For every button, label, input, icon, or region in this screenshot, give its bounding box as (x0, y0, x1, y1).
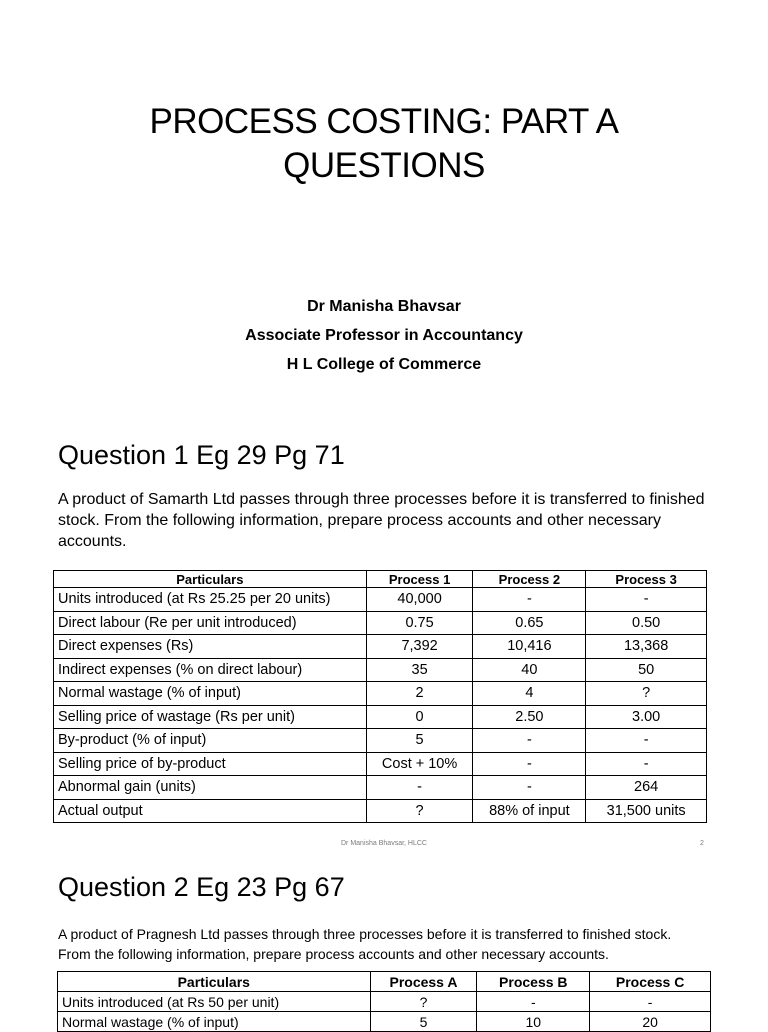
table-row (54, 799, 707, 823)
column-header: Process B (477, 972, 590, 992)
table-header-row (58, 972, 711, 992)
column-header: Particulars (58, 972, 371, 992)
author-role: Associate Professor in Accountancy (245, 327, 523, 344)
value-cell: 40 (473, 658, 586, 682)
row-label-cell: Units introduced (at Rs 50 per unit) (58, 992, 371, 1012)
table-row (54, 682, 707, 706)
title-line-1: PROCESS COSTING: PART A (149, 102, 619, 141)
value-cell: 40,000 (366, 588, 473, 612)
page-number: 2 (700, 840, 704, 847)
value-cell: 35 (366, 658, 473, 682)
value-cell: - (473, 752, 586, 776)
table-row (58, 992, 711, 1012)
value-cell: ? (586, 682, 707, 706)
title-line-2: QUESTIONS (283, 146, 485, 185)
table-row (54, 588, 707, 612)
value-cell: 7,392 (366, 635, 473, 659)
value-cell: Cost + 10% (366, 752, 473, 776)
row-label-cell: Abnormal gain (units) (54, 776, 367, 800)
author-block (0, 292, 768, 379)
value-cell: 4 (473, 682, 586, 706)
question-1-table (53, 570, 707, 823)
value-cell: 13,368 (586, 635, 707, 659)
value-cell: 5 (370, 1012, 477, 1032)
row-label-cell: Selling price of wastage (Rs per unit) (54, 705, 367, 729)
row-label-cell: Selling price of by-product (54, 752, 367, 776)
slide-title (0, 100, 768, 188)
value-cell: 264 (586, 776, 707, 800)
value-cell: 0 (366, 705, 473, 729)
column-header: Process 2 (473, 571, 586, 588)
row-label-cell: Direct labour (Re per unit introduced) (54, 611, 367, 635)
table-row (54, 776, 707, 800)
value-cell: 0.75 (366, 611, 473, 635)
author-college: H L College of Commerce (286, 356, 482, 373)
table-row (54, 635, 707, 659)
value-cell: 31,500 units (586, 799, 707, 823)
table-row (54, 658, 707, 682)
value-cell: - (366, 776, 473, 800)
table-row (54, 705, 707, 729)
row-label-cell: Normal wastage (% of input) (54, 682, 367, 706)
question-2-intro-line-2: From the following information, prepare process accounts and other necessary accounts. (58, 946, 609, 962)
question-2-table-body (58, 992, 711, 1032)
value-cell: ? (370, 992, 477, 1012)
value-cell: - (586, 729, 707, 753)
table-row (54, 729, 707, 753)
table-header-row (54, 571, 707, 588)
table-row (54, 752, 707, 776)
value-cell: 88% of input (473, 799, 586, 823)
question-1-heading: Question 1 Eg 29 Pg 71 (58, 440, 345, 470)
value-cell: - (477, 992, 590, 1012)
value-cell: 0.50 (586, 611, 707, 635)
value-cell: 2.50 (473, 705, 586, 729)
value-cell: 3.00 (586, 705, 707, 729)
column-header: Particulars (54, 571, 367, 588)
row-label-cell: Direct expenses (Rs) (54, 635, 367, 659)
value-cell: 20 (590, 1012, 711, 1032)
value-cell: ? (366, 799, 473, 823)
row-label-cell: Units introduced (at Rs 25.25 per 20 units) (54, 588, 367, 612)
table-row (58, 1012, 711, 1032)
value-cell: - (586, 752, 707, 776)
column-header: Process A (370, 972, 477, 992)
footer-author: Dr Manisha Bhavsar, HLCC (341, 840, 427, 847)
question-2-intro-line-1: A product of Pragnesh Ltd passes through three processes before it is transferred to finished stock. (58, 926, 672, 942)
value-cell: 50 (586, 658, 707, 682)
question-1-table-body (54, 588, 707, 823)
table-row (54, 611, 707, 635)
column-header: Process C (590, 972, 711, 992)
value-cell: - (586, 588, 707, 612)
value-cell: - (473, 588, 586, 612)
value-cell: 10,416 (473, 635, 586, 659)
value-cell: 10 (477, 1012, 590, 1032)
value-cell: - (473, 729, 586, 753)
column-header: Process 3 (586, 571, 707, 588)
value-cell: - (473, 776, 586, 800)
value-cell: 2 (366, 682, 473, 706)
question-1-intro: A product of Samarth Ltd passes through three processes before it is transferred to finished stock. From the following information, prepare process accounts and other necessary accounts. (58, 491, 705, 550)
question-2-table (57, 971, 711, 1032)
row-label-cell: By-product (% of input) (54, 729, 367, 753)
value-cell: 5 (366, 729, 473, 753)
row-label-cell: Indirect expenses (% on direct labour) (54, 658, 367, 682)
author-name: Dr Manisha Bhavsar (307, 298, 461, 315)
value-cell: - (590, 992, 711, 1012)
question-2-intro (58, 924, 738, 964)
column-header: Process 1 (366, 571, 473, 588)
question-2-heading: Question 2 Eg 23 Pg 67 (58, 872, 345, 902)
value-cell: 0.65 (473, 611, 586, 635)
row-label-cell: Normal wastage (% of input) (58, 1012, 371, 1032)
row-label-cell: Actual output (54, 799, 367, 823)
